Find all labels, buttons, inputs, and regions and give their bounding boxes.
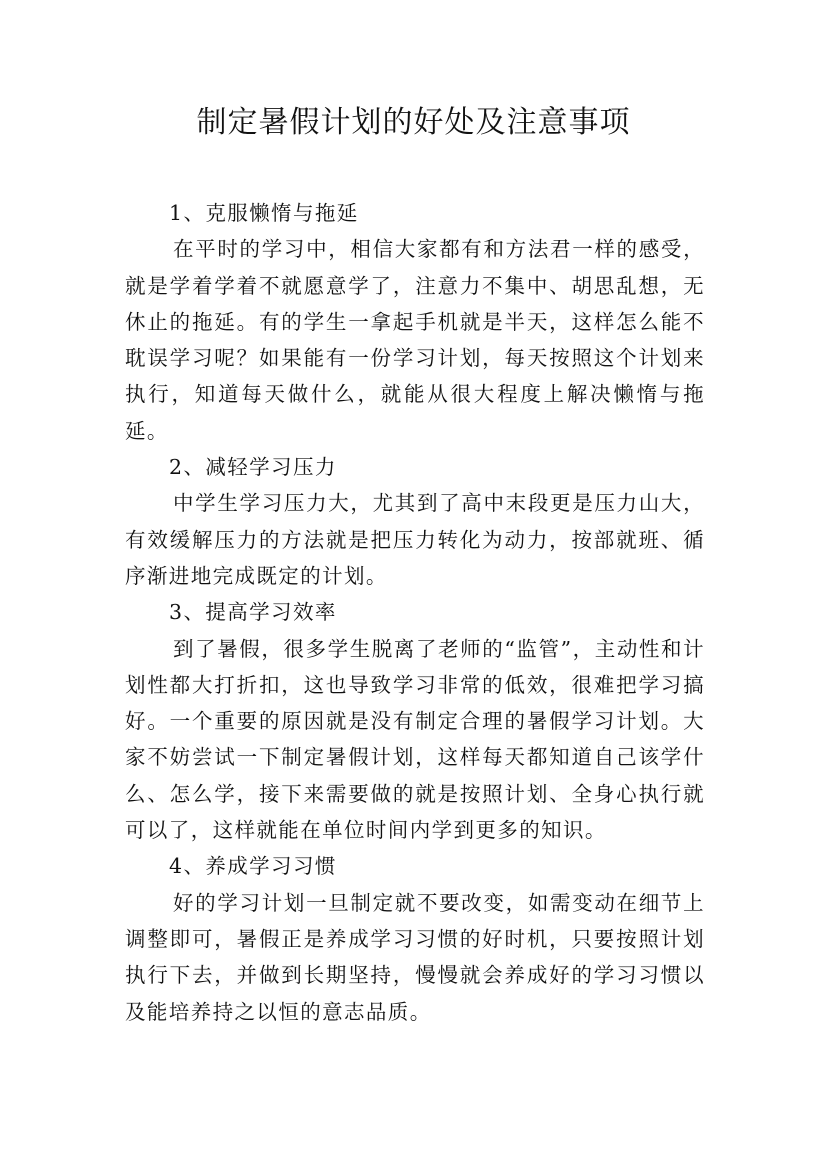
section-heading-3: 3、提高学习效率: [169, 600, 337, 625]
section-heading-1: 1、克服懒惰与拖延: [169, 201, 359, 225]
page-title: 制定暑假计划的好处及注意事项: [196, 105, 631, 140]
section-paragraph-3: 到了暑假，很多学生脱离了老师的“监管”，主动性和计划性都大打折扣，这也导致学习非常的低效，很难把学习搞好。一个重要的原因就是没有制定合理的暑假学习计划。大家不妨尝试一下制定暑假计划，这样每天都知道自己该学什么、怎么学，接下来需要做的就是按照计划、全身心执行就可以了，这样就能在单位时间内学到更多的知识。: [125, 636, 705, 843]
section-paragraph-2: 中学生学习压力大，尤其到了高中末段更是压力山大，有效缓解压力的方法就是把压力转化为动力，按部就班、循序渐进地完成既定的计划。: [125, 491, 705, 588]
section-paragraph-4: 好的学习计划一旦制定就不要改变，如需变动在细节上调整即可，暑假正是养成学习习惯的好时机，只要按照计划执行下去，并做到长期坚持，慢慢就会养成好的学习习惯以及能培养持之以恒的意志品质。: [125, 890, 705, 1024]
section-paragraph-1: 在平时的学习中，相信大家都有和方法君一样的感受，就是学着学着不就愿意学了，注意力不集中、胡思乱想，无休止的拖延。有的学生一拿起手机就是半天，这样怎么能不耽误学习呢？如果能有一份学习计划，每天按照这个计划来执行，知道每天做什么，就能从很大程度上解决懒惰与拖延。: [125, 237, 705, 443]
document-body: [125, 195, 705, 1030]
section-heading-2: 2、减轻学习压力: [169, 455, 337, 480]
section-heading-4: 4、养成学习习惯: [169, 854, 337, 879]
